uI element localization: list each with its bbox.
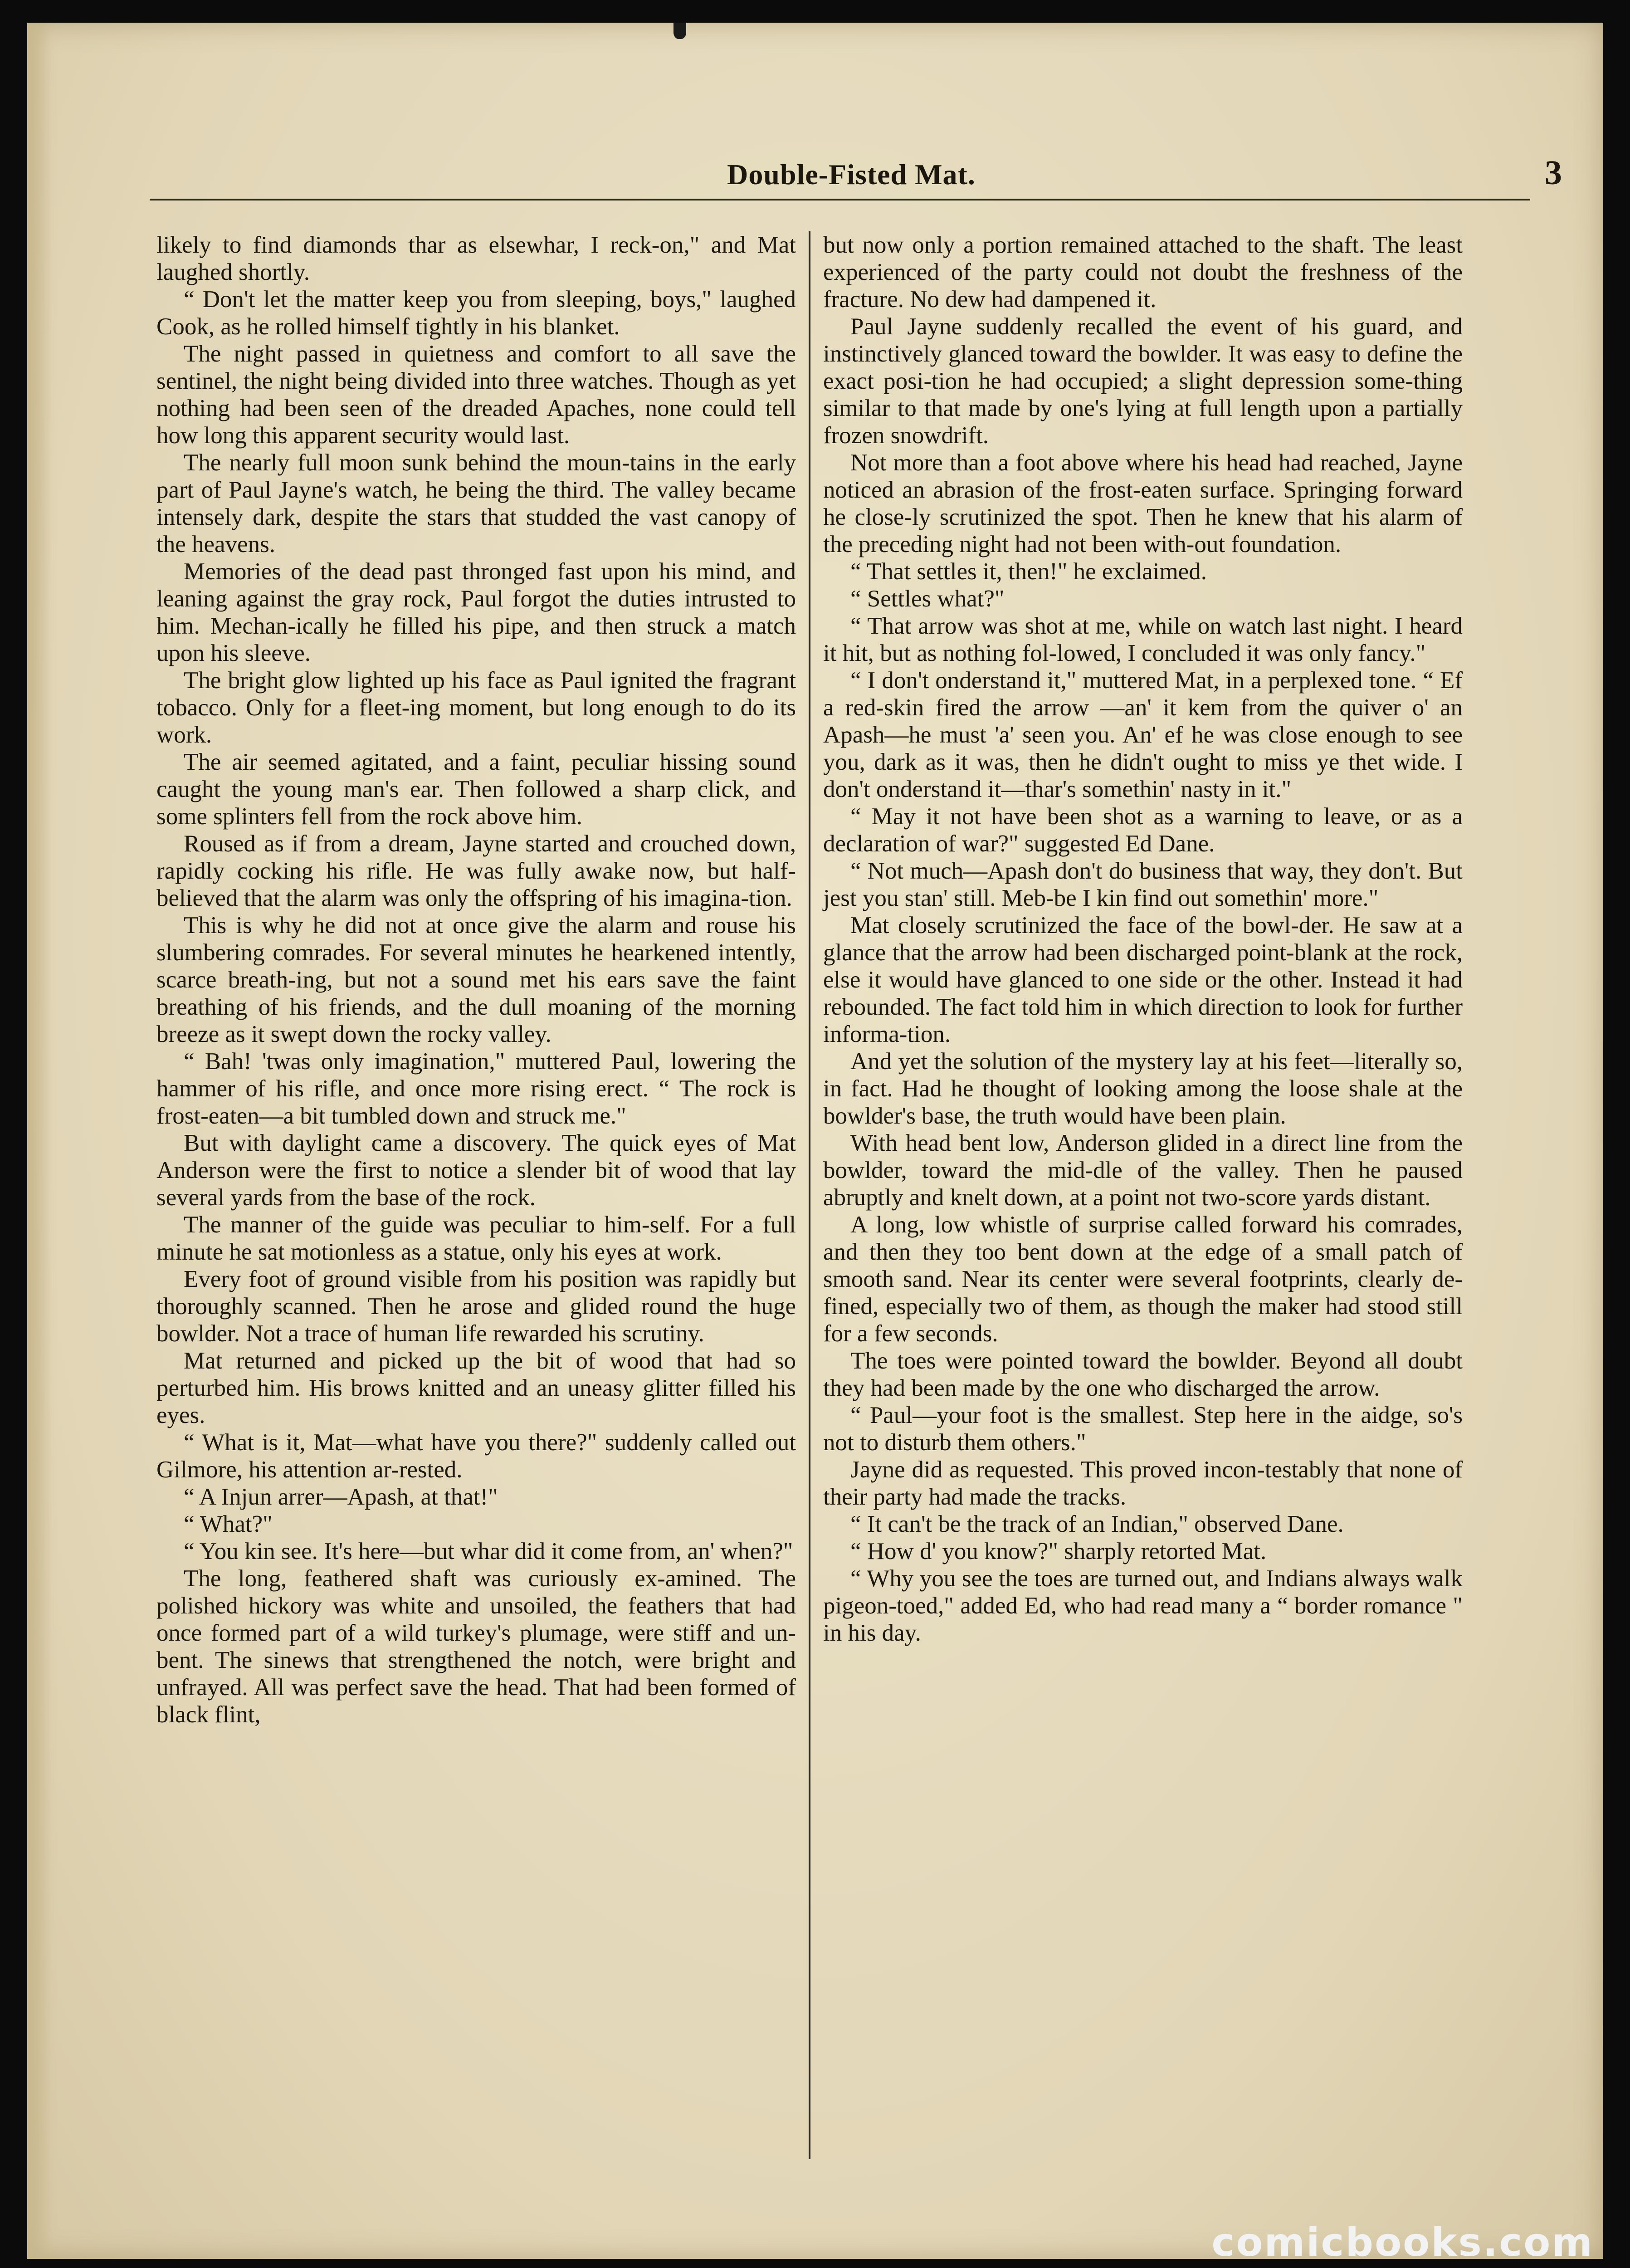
paragraph: The long, feathered shaft was curiously ex-amined. The polished hickory was white and unsoiled, the feathers that had once formed part of a wild turkey's plumage, were stiff and un-bent. The sinews that strengthened the notch, were bright and unfrayed. All was perfect save the head. That had been formed of black flint, bbox=[156, 1565, 796, 1728]
binding-notch bbox=[673, 23, 686, 39]
paragraph: The nearly full moon sunk behind the moun-tains in the early part of Paul Jayne's watch, he being the third. The valley became intensely dark, despite the stars that studded the vast canopy of the heavens. bbox=[156, 450, 796, 557]
paragraph: “ That arrow was shot at me, while on watch last night. I heard it hit, but as nothing fol-lowed, I concluded it was only fancy." bbox=[823, 613, 1463, 666]
header-rule bbox=[150, 199, 1530, 200]
paragraph: Paul Jayne suddenly recalled the event of his guard, and instinctively glanced toward the bowlder. It was easy to define the exact posi-tion he had occupied; a slight depression some-thing similar to that made by one's lying at full length upon a partially frozen snowdrift. bbox=[823, 313, 1463, 449]
paragraph: Not more than a foot above where his head had reached, Jayne noticed an abrasion of the frost-eaten surface. Springing forward he close-ly scrutinized the spot. Then he knew that his alarm of the preceding night had not been with-out foundation. bbox=[823, 450, 1463, 557]
paragraph: The manner of the guide was peculiar to him-self. For a full minute he sat motionless as a statue, only his eyes at work. bbox=[156, 1212, 796, 1265]
paragraph: “ Why you see the toes are turned out, and Indians always walk pigeon-toed," added Ed, who had read many a “ border romance " in his day. bbox=[823, 1565, 1463, 1646]
paragraph: The air seemed agitated, and a faint, peculiar hissing sound caught the young man's ear. Then followed a sharp click, and some splinters fell from the rock above him. bbox=[156, 749, 796, 830]
paragraph: Mat closely scrutinized the face of the bowl-der. He saw at a glance that the arrow had been discharged point-blank at the rock, else it would have glanced to one side or the other. Instead it had rebounded. The fact told him in which direction to look for further informa-tion. bbox=[823, 912, 1463, 1047]
left-text-column bbox=[156, 231, 796, 1728]
paragraph: “ Not much—Apash don't do business that way, they don't. But jest you stan' still. Meb-be I kin find out somethin' more." bbox=[823, 858, 1463, 911]
paragraph: The bright glow lighted up his face as Paul ignited the fragrant tobacco. Only for a fleet-ing moment, but long enough to do its work. bbox=[156, 667, 796, 748]
paragraph: “ May it not have been shot as a warning to leave, or as a declaration of war?" suggested Ed Dane. bbox=[823, 803, 1463, 857]
paragraph: “ A Injun arrer—Apash, at that!" bbox=[184, 1484, 498, 1510]
paragraph: This is why he did not at once give the alarm and rouse his slumbering comrades. For several minutes he hearkened intently, scarce breath-ing, but not a sound met his ears save the faint breathing of his friends, and the dull moaning of the morning breeze as it swept down the rocky valley. bbox=[156, 912, 796, 1047]
paragraph: “ What?" bbox=[184, 1511, 273, 1537]
paragraph: Jayne did as requested. This proved incon-testably that none of their party had made the tracks. bbox=[823, 1457, 1463, 1510]
right-text-column bbox=[823, 231, 1463, 1647]
paragraph: “ That settles it, then!" he exclaimed. bbox=[850, 558, 1207, 585]
paragraph: Roused as if from a dream, Jayne started and crouched down, rapidly cocking his rifle. He was fully awake now, but half-believed that the alarm was only the offspring of his imagina-tion. bbox=[156, 831, 796, 911]
paragraph: “ I don't onderstand it," muttered Mat, in a perplexed tone. “ Ef a red-skin fired the arrow —an' it kem from the quiver o' an Apash—he must 'a' seen you. An' ef he was close enough to see you, dark as it was, then he didn't ought to miss ye thet wide. I don't onderstand it—thar's somethin' nasty in it." bbox=[823, 667, 1463, 802]
paragraph: The night passed in quietness and comfort to all save the sentinel, the night being divided into three watches. Though as yet nothing had been seen of the dreaded Apaches, none could tell how long this apparent security would last. bbox=[156, 341, 796, 449]
paragraph: And yet the solution of the mystery lay at his feet—literally so, in fact. Had he thought of looking among the loose shale at the bowlder's base, the truth would have been plain. bbox=[823, 1048, 1463, 1129]
paragraph: The toes were pointed toward the bowlder. Beyond all doubt they had been made by the one who discharged the arrow. bbox=[823, 1348, 1463, 1401]
watermark: comicbooks.com bbox=[1211, 2220, 1594, 2265]
paragraph: Memories of the dead past thronged fast upon his mind, and leaning against the gray rock, Paul forgot the duties intrusted to him. Mechan-ically he filled his pipe, and then struck a match upon his sleeve. bbox=[156, 558, 796, 666]
paragraph: “ Bah! 'twas only imagination," muttered Paul, lowering the hammer of his rifle, and once more rising erect. “ The rock is frost-eaten—a bit tumbled down and struck me." bbox=[156, 1048, 796, 1129]
page-number: 3 bbox=[1545, 154, 1562, 192]
running-title: Double-Fisted Mat. bbox=[727, 158, 976, 191]
paragraph: “ Don't let the matter keep you from sleeping, boys," laughed Cook, as he rolled himself tightly in his blanket. bbox=[156, 286, 796, 340]
paragraph: A long, low whistle of surprise called forward his comrades, and then they too bent down at the edge of a small patch of smooth sand. Near its center were several footprints, clearly de-fined, especially two of them, as though the maker had stood still for a few seconds. bbox=[823, 1212, 1463, 1347]
paragraph: “ What is it, Mat—what have you there?" suddenly called out Gilmore, his attention ar-rested. bbox=[156, 1429, 796, 1483]
paragraph: “ It can't be the track of an Indian," observed Dane. bbox=[850, 1511, 1344, 1537]
paragraph: “ Paul—your foot is the smallest. Step here in the aidge, so's not to disturb them others." bbox=[823, 1402, 1463, 1456]
paragraph: Every foot of ground visible from his position was rapidly but thoroughly scanned. Then he arose and glided round the huge bowlder. Not a trace of human life rewarded his scrutiny. bbox=[156, 1266, 796, 1347]
paragraph: “ You kin see. It's here—but whar did it come from, an' when?" bbox=[184, 1538, 793, 1564]
paper-left-edge bbox=[27, 23, 52, 2259]
running-head bbox=[141, 150, 1562, 195]
paragraph: “ Settles what?" bbox=[850, 586, 1005, 612]
paragraph: But with daylight came a discovery. The quick eyes of Mat Anderson were the first to notice a slender bit of wood that lay several yards from the base of the rock. bbox=[156, 1130, 796, 1211]
paragraph: likely to find diamonds thar as elsewhar, I reck-on," and Mat laughed shortly. bbox=[156, 232, 796, 285]
paragraph: but now only a portion remained attached to the shaft. The least experienced of the party could not doubt the freshness of the fracture. No dew had dampened it. bbox=[823, 232, 1463, 313]
paragraph: With head bent low, Anderson glided in a direct line from the bowlder, toward the mid-dle of the valley. Then he paused abruptly and knelt down, at a point not two-score yards distant. bbox=[823, 1130, 1463, 1211]
paragraph: “ How d' you know?" sharply retorted Mat. bbox=[850, 1538, 1267, 1564]
column-divider bbox=[809, 231, 810, 2159]
paragraph: Mat returned and picked up the bit of wood that had so perturbed him. His brows knitted and an uneasy glitter filled his eyes. bbox=[156, 1348, 796, 1428]
